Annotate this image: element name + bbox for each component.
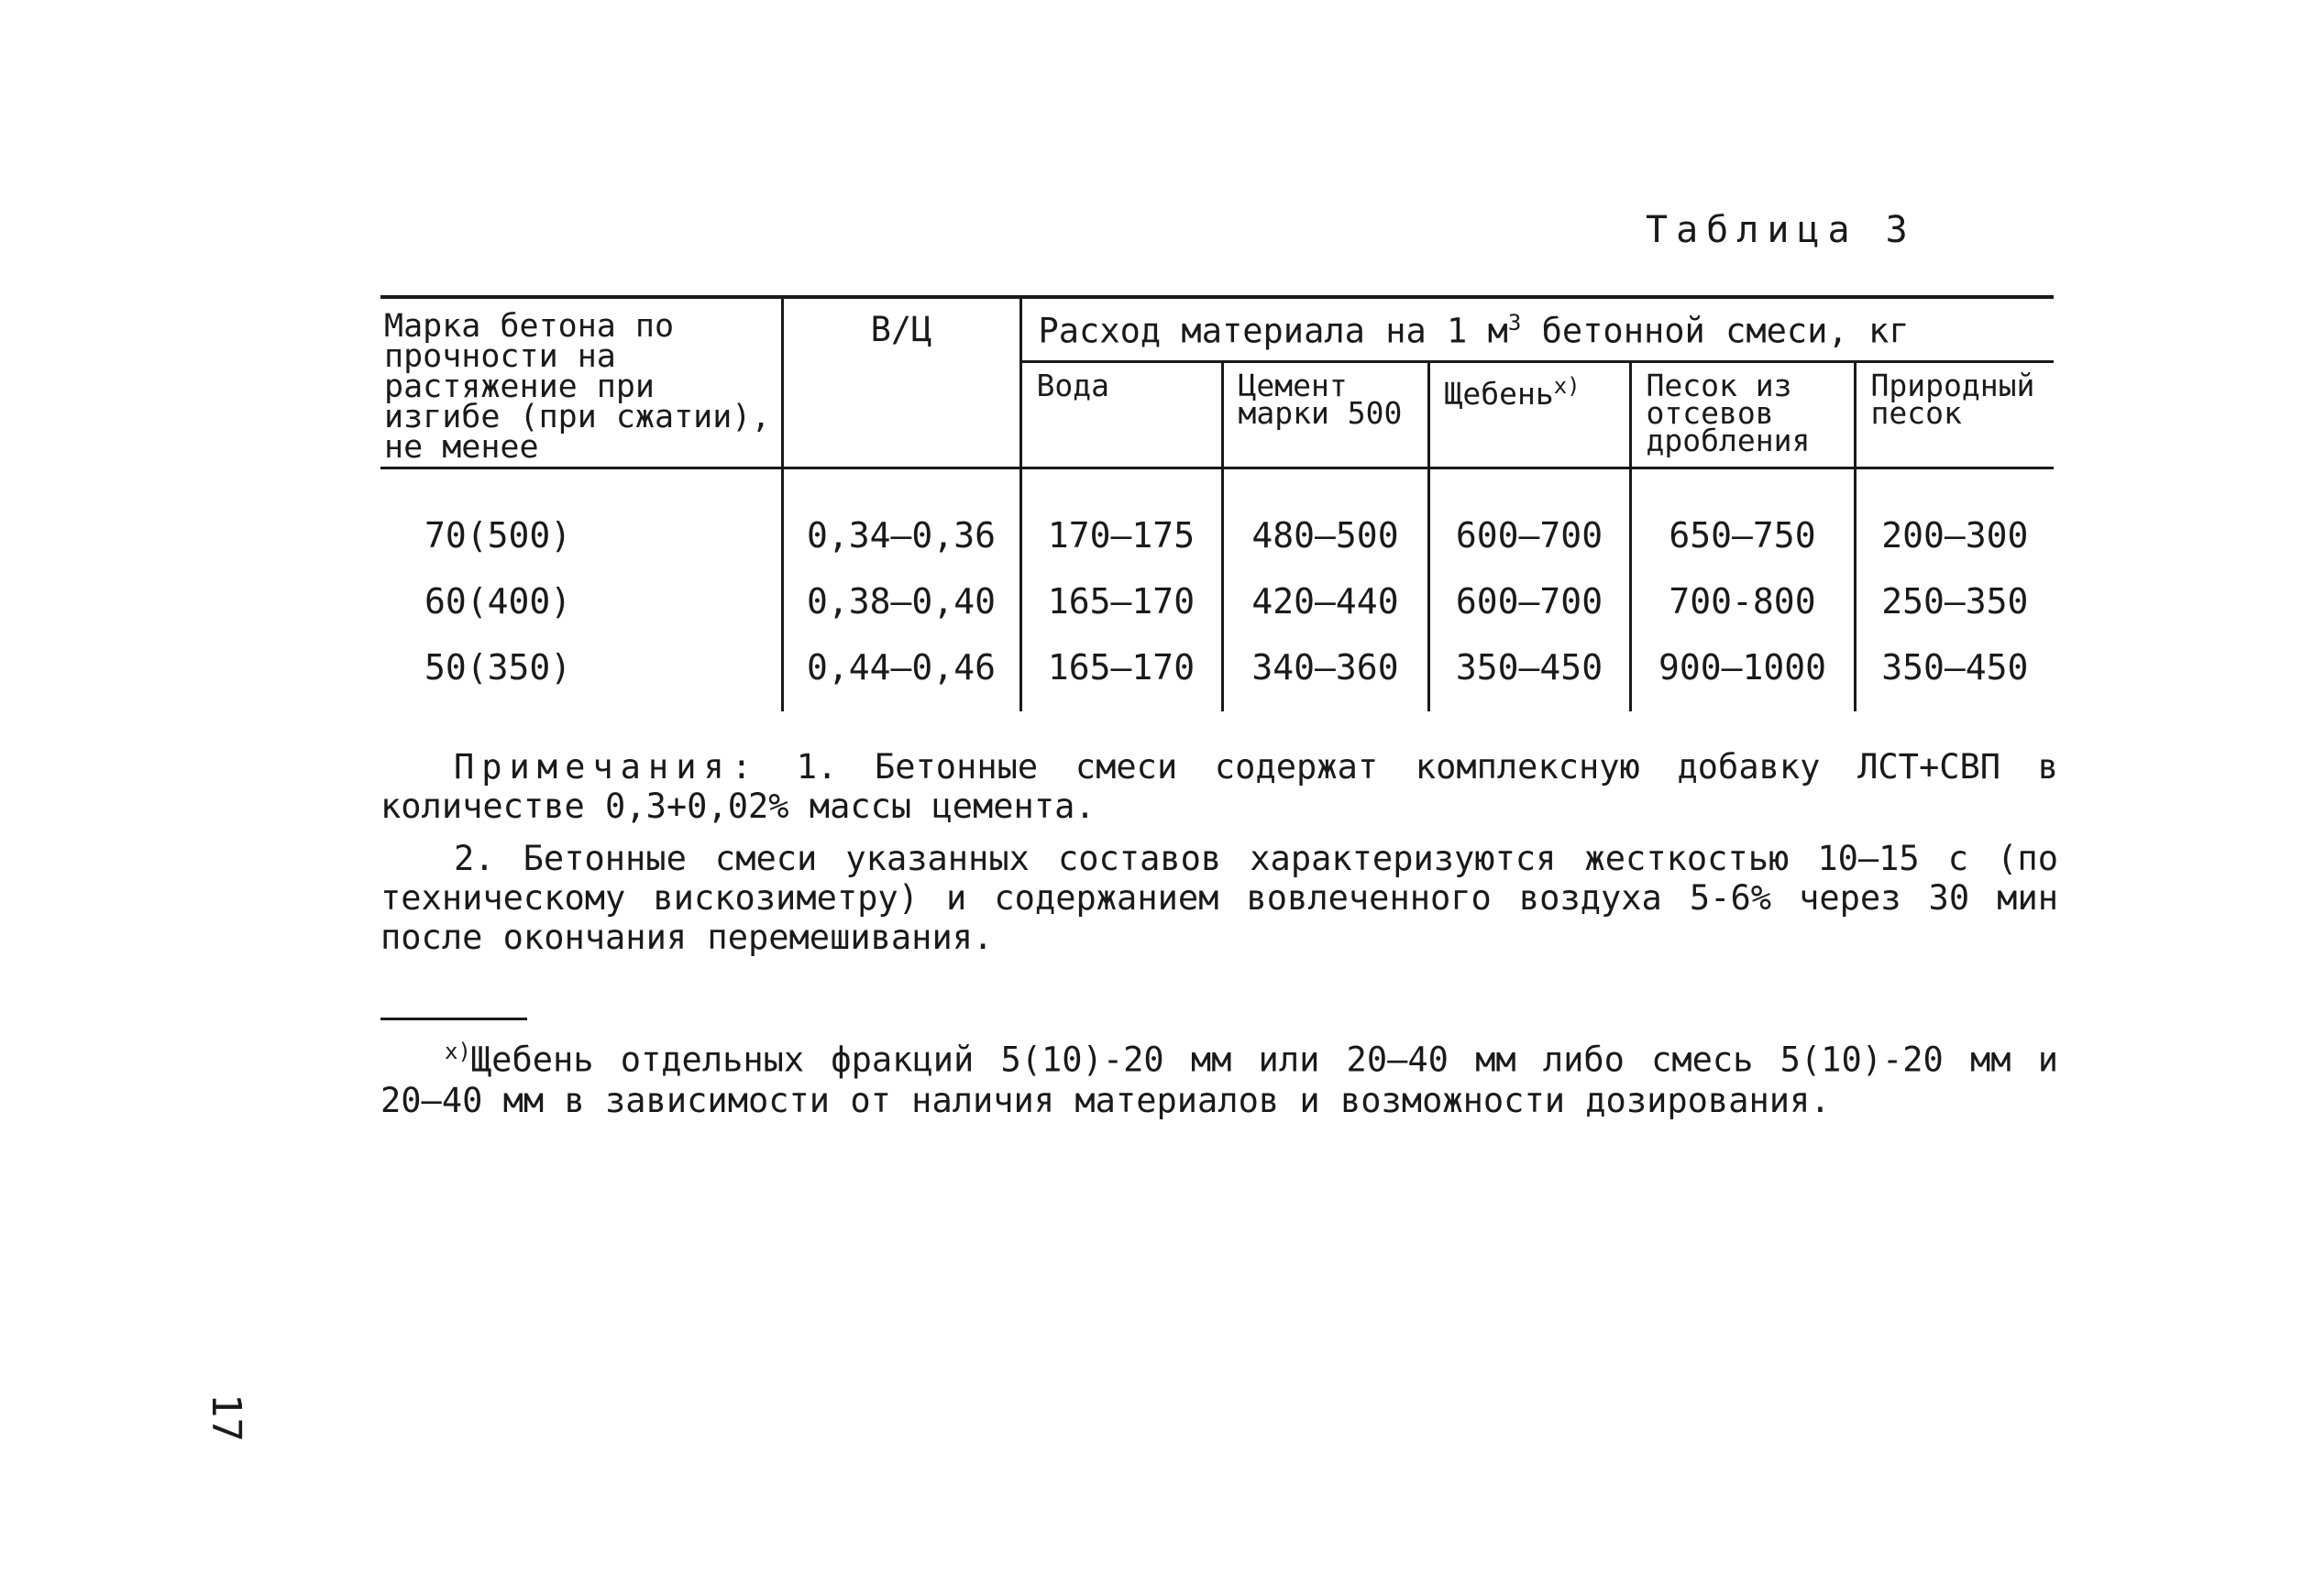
table-caption-number: 3 xyxy=(1885,209,1916,251)
cell-wc: 0,44–0,46 xyxy=(782,634,1020,711)
header-concrete-grade: Марка бетона по прочности на растяжение при изгибе (при сжатии), не менее xyxy=(380,297,782,468)
cell-cement: 480–500 xyxy=(1222,468,1428,569)
cell-grade: 60(400) xyxy=(380,568,782,634)
note-2: 2. Бетонные смеси указанных составов характеризуются жесткостью 10–15 с (по техническому вискозиметру) и содержанием вовлеченного воздуха 5-6% через 30 мин после окончания перемешивания. xyxy=(380,839,2058,957)
header-gravel-footnote-mark: х) xyxy=(1553,372,1581,399)
header-water-cement-ratio: В/Ц xyxy=(782,297,1020,468)
table-row xyxy=(380,568,2054,634)
cell-crushed-sand: 650–750 xyxy=(1630,468,1855,569)
cell-cement: 420–440 xyxy=(1222,568,1428,634)
header-water: Вода xyxy=(1020,361,1222,468)
table-caption-label: Таблица xyxy=(1646,209,1858,251)
header-group-prefix: Расход материала на 1 м xyxy=(1038,311,1508,351)
cell-natural-sand: 200–300 xyxy=(1881,515,2029,556)
cell-natural-sand: 350–450 xyxy=(1881,647,2029,688)
note-1-text: 1. Бетонные смеси содержат комплексную добавку ЛСТ+СВП в количестве 0,3+0,02% массы цемента. xyxy=(380,747,2058,826)
cell-water: 165–170 xyxy=(1020,568,1222,634)
header-material-consumption xyxy=(1020,297,2054,361)
table-caption xyxy=(1646,209,1916,251)
footnote-divider xyxy=(380,1018,527,1020)
cell-gravel: 600–700 xyxy=(1428,468,1630,569)
cell-crushed-sand: 900–1000 xyxy=(1630,634,1855,711)
cell-wc: 0,38–0,40 xyxy=(782,568,1020,634)
cell-gravel: 600–700 xyxy=(1428,568,1630,634)
footnote-text: Щебень отдельных фракций 5(10)-20 мм или 20–40 мм либо смесь 5(10)-20 мм и 20–40 мм в зависимости от наличия материалов и возможности дозирования. xyxy=(380,1040,2058,1121)
header-cement: Цемент марки 500 xyxy=(1222,361,1428,468)
header-gravel-label: Щебень xyxy=(1444,375,1554,412)
table-row xyxy=(380,468,2054,569)
cell-cement: 340–360 xyxy=(1222,634,1428,711)
header-gravel xyxy=(1428,361,1630,468)
cell-water: 170–175 xyxy=(1020,468,1222,569)
cell-wc: 0,34–0,36 xyxy=(782,468,1020,569)
cell-crushed-sand: 700-800 xyxy=(1630,568,1855,634)
cell-grade: 50(350) xyxy=(380,634,782,711)
header-group-suffix: бетонной смеси, кг xyxy=(1521,311,1910,351)
header-crushed-sand: Песок из отсевов дробления xyxy=(1630,361,1855,468)
header-natural-sand: Природный песок xyxy=(1855,361,2054,468)
footnote-mark: х) xyxy=(445,1039,471,1064)
table-row xyxy=(380,634,2054,711)
footnote xyxy=(380,1031,2058,1121)
header-group-superscript: 3 xyxy=(1507,310,1522,336)
page-number: 17 xyxy=(203,1393,249,1442)
cell-natural-sand: 250–350 xyxy=(1881,581,2029,622)
concrete-mix-table xyxy=(380,295,2054,711)
cell-water: 165–170 xyxy=(1020,634,1222,711)
notes-label: Примечания: xyxy=(454,747,760,787)
cell-grade: 70(500) xyxy=(380,468,782,569)
note-1 xyxy=(380,747,2058,826)
cell-gravel: 350–450 xyxy=(1428,634,1630,711)
